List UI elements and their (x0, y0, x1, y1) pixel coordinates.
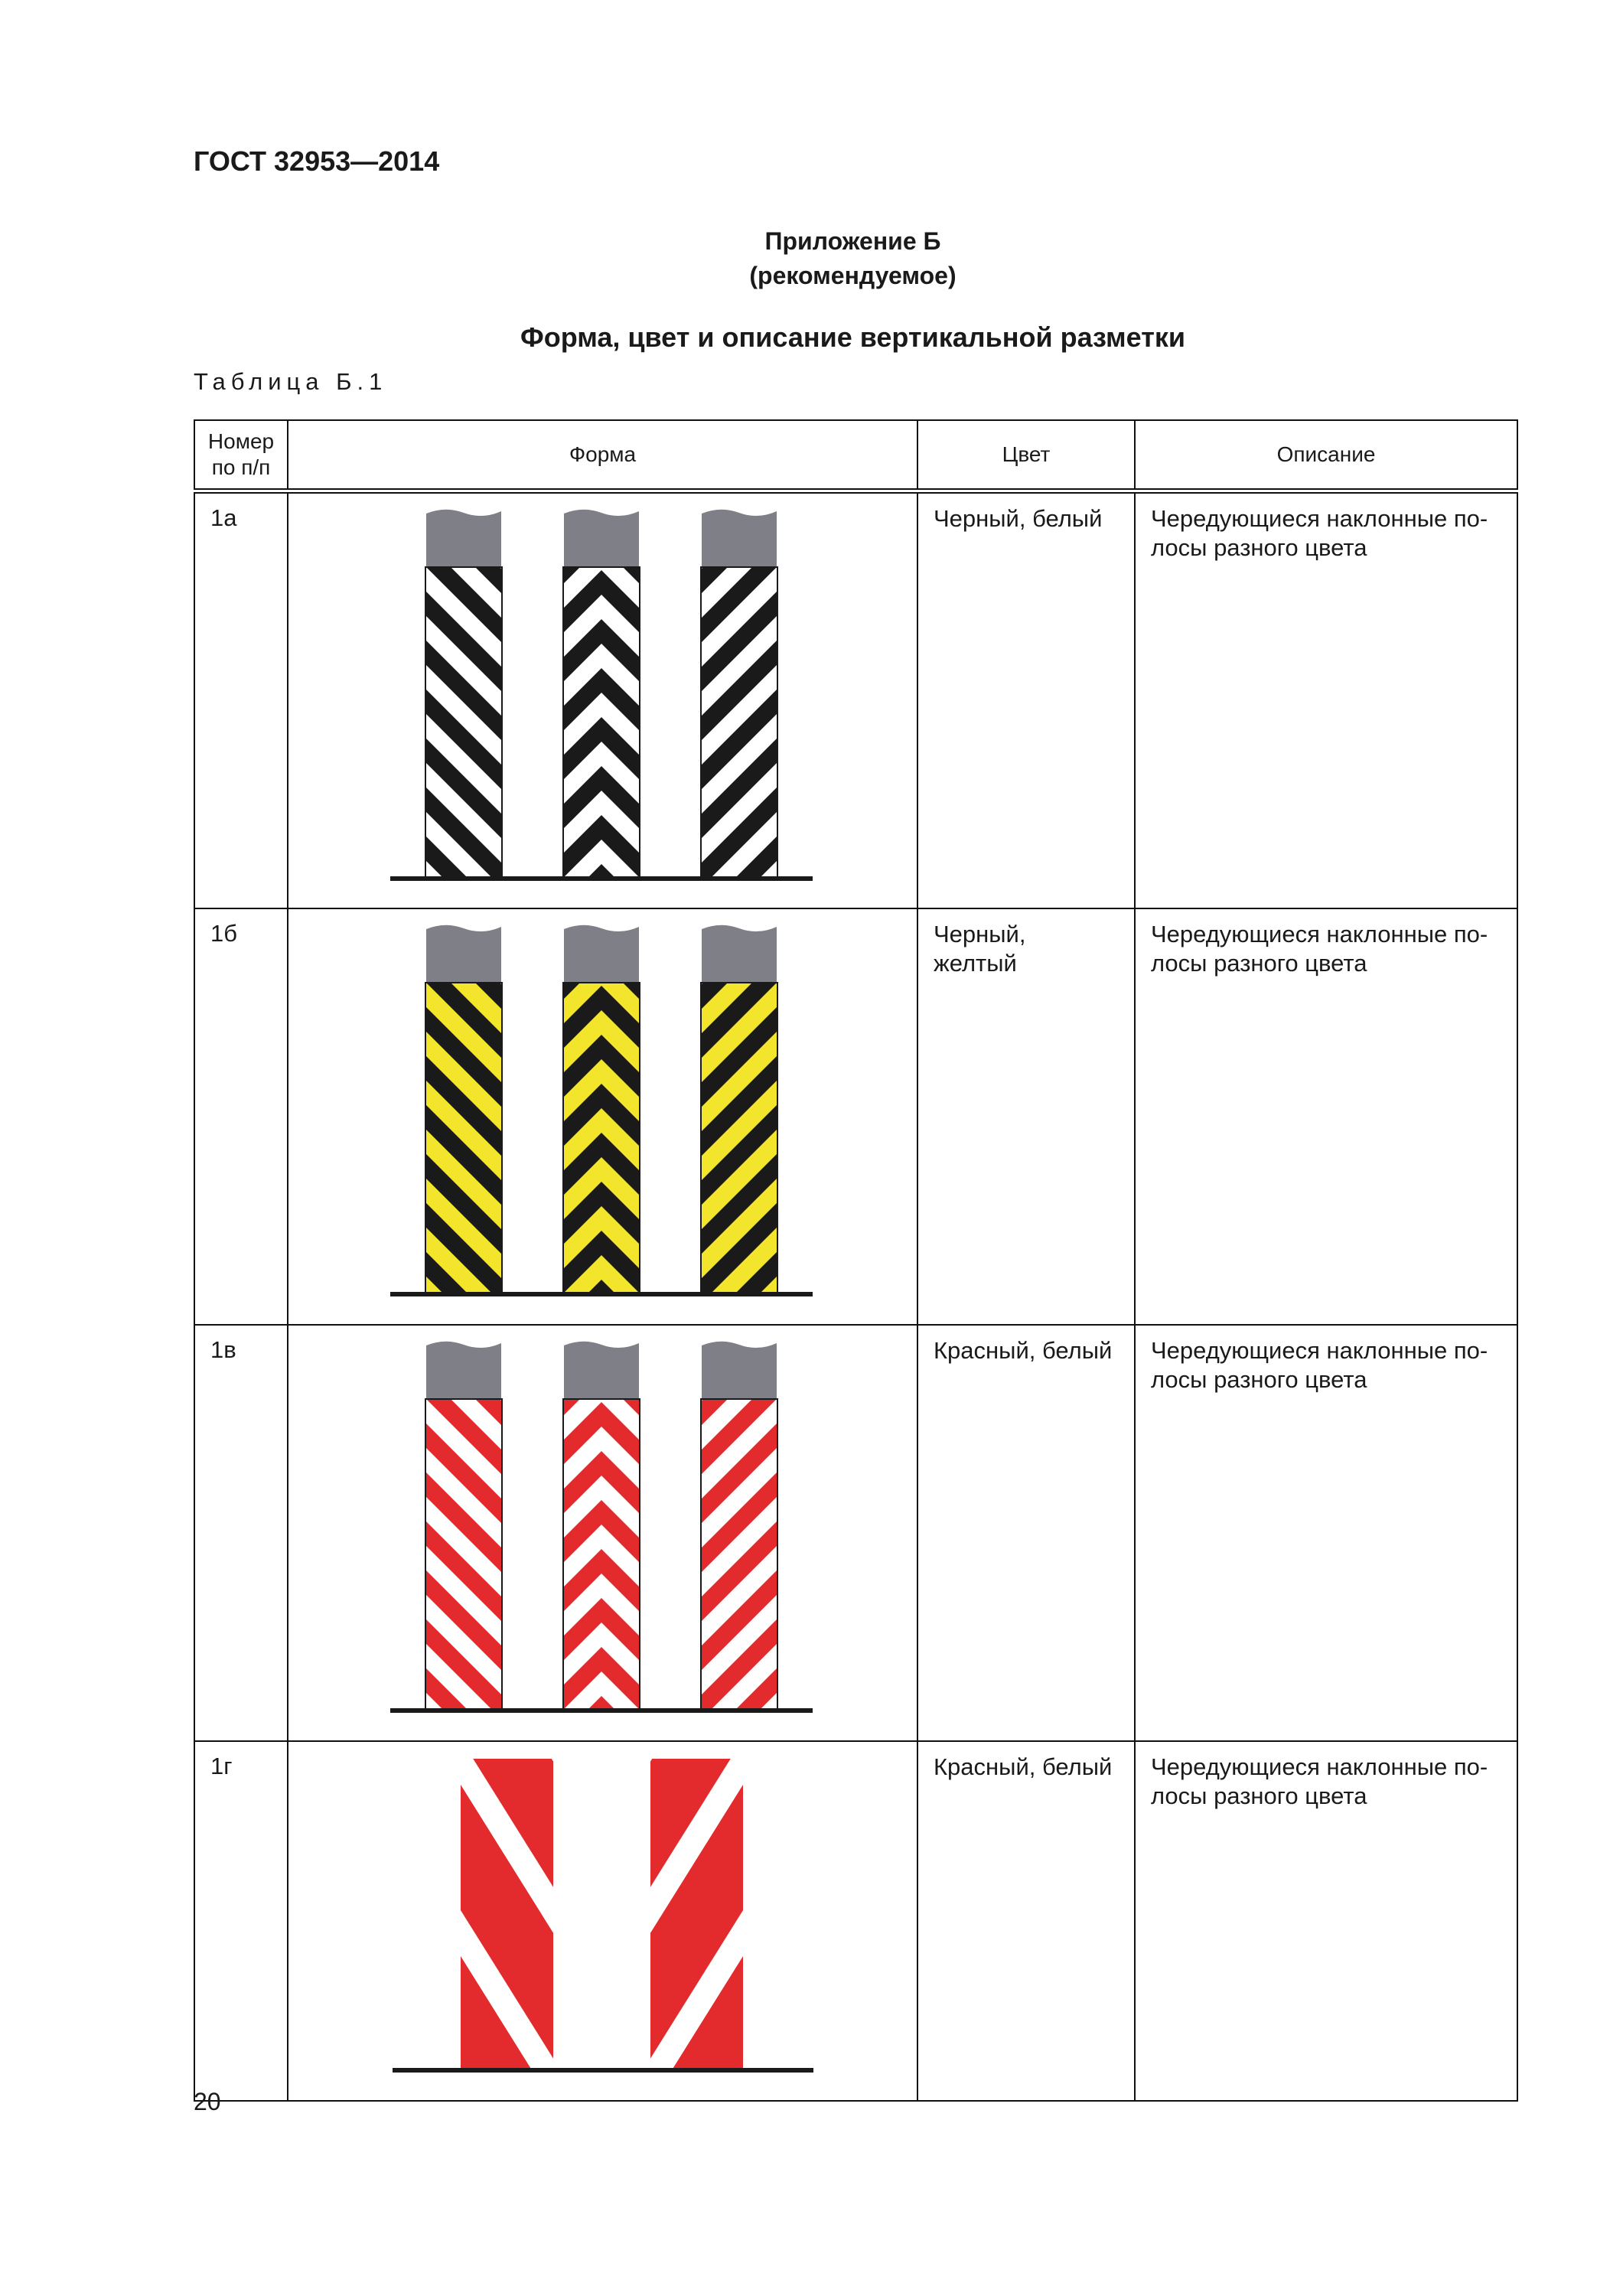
diagonal-stripe (650, 2082, 743, 2089)
row-number: 1г (194, 1741, 288, 2101)
shape-cell (288, 1325, 917, 1741)
marking-panel (461, 1742, 553, 2089)
bollard-cap (564, 925, 639, 983)
diagonal-stripe (426, 885, 501, 897)
header-description: Описание (1135, 420, 1517, 491)
table-label: Таблица Б.1 (194, 368, 388, 395)
bollard-post (701, 1326, 777, 1730)
bollard-post (563, 1342, 640, 1730)
bollard-cap (564, 1342, 639, 1399)
ground-line (390, 1708, 813, 1713)
bollard-cap (702, 925, 777, 983)
bollard-figure-1b (288, 909, 917, 1313)
bollard-post (425, 1326, 502, 1730)
row-color: Красный, белый (917, 1325, 1135, 1741)
ground-line (393, 2068, 813, 2073)
table-row (194, 908, 1517, 1325)
bollard-post (701, 909, 777, 1313)
ground-line (390, 1292, 813, 1296)
appendix-heading (0, 224, 1623, 293)
diagonal-stripe (702, 885, 777, 897)
bollard-post (701, 494, 777, 897)
table-row (194, 491, 1517, 909)
row-number: 1а (194, 491, 288, 909)
row-description: Чередующиеся наклонные по- лосы разного цвета (1135, 1325, 1517, 1741)
row-color: Черный, желтый (917, 908, 1135, 1325)
shape-cell (288, 908, 917, 1325)
bollard-cap (564, 510, 639, 567)
diagonal-stripe (461, 1742, 553, 1762)
document-code: ГОСТ 32953—2014 (194, 145, 440, 177)
header-shape: Форма (288, 420, 917, 491)
diagonal-stripe (461, 2082, 553, 2089)
bollard-cap (426, 925, 501, 983)
bollard-cap (426, 1342, 501, 1399)
row-color: Красный, белый (917, 1741, 1135, 2101)
row-description: Чередующиеся наклонные по- лосы разного цвета (1135, 1741, 1517, 2101)
bollard-cap (426, 510, 501, 567)
header-number-line1: Номер (207, 429, 275, 453)
shape-cell (288, 1741, 917, 2101)
row-description: Чередующиеся наклонные по- лосы разного цвета (1135, 908, 1517, 1325)
bollard-cap (702, 510, 777, 567)
table-header-row (194, 420, 1517, 491)
row-number: 1б (194, 908, 288, 1325)
row-color: Черный, белый (917, 491, 1135, 909)
table-row (194, 1325, 1517, 1741)
diagonal-stripe (702, 1717, 777, 1730)
bollard-figure-1v (288, 1326, 917, 1730)
diagonal-stripe (650, 1742, 743, 1762)
bollard-post (563, 510, 640, 897)
bollard-figure-1a (288, 494, 917, 897)
ground-line (390, 876, 813, 881)
appendix-title: Приложение Б (764, 227, 941, 255)
section-title (0, 321, 1623, 354)
diagonal-stripe (702, 1301, 777, 1313)
table-row (194, 1741, 1517, 2101)
marking-panel (650, 1742, 743, 2089)
bollard-post (563, 925, 640, 1313)
diagonal-stripe (426, 1717, 501, 1730)
row-description: Чередующиеся наклонные по- лосы разного цвета (1135, 491, 1517, 909)
row-number: 1в (194, 1325, 288, 1741)
shape-cell (288, 491, 917, 909)
header-number (194, 420, 288, 491)
bollard-post (425, 494, 502, 897)
header-color: Цвет (917, 420, 1135, 491)
bollard-cap (702, 1342, 777, 1399)
diagonal-stripe (426, 1301, 501, 1313)
marking-table (194, 419, 1518, 2102)
appendix-status: (рекомендуемое) (749, 262, 957, 289)
bollard-figure-1g (288, 1742, 917, 2089)
bollard-post (425, 909, 502, 1313)
section-title-text: Форма, цвет и описание вертикальной разметки (520, 321, 1186, 353)
page-number: 20 (194, 2088, 221, 2115)
header-number-line2: по п/п (211, 455, 271, 479)
